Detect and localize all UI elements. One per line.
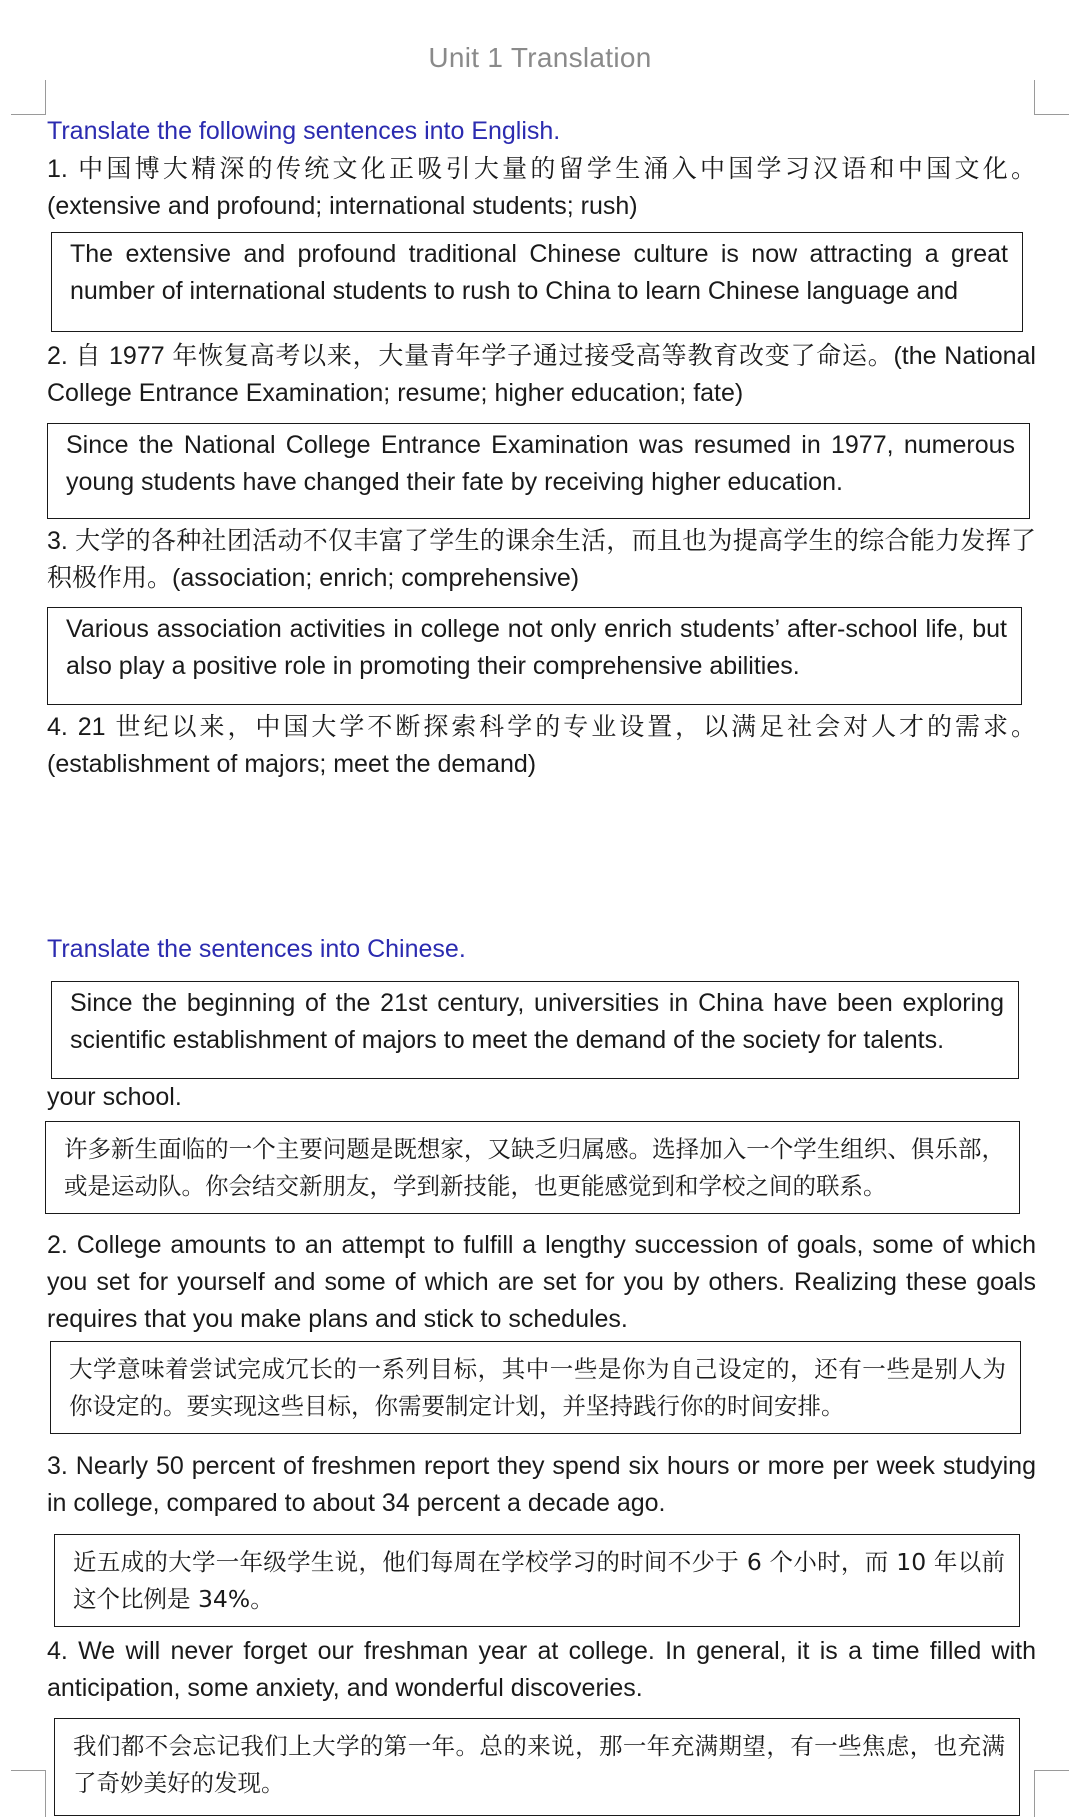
answer-text-zh-2: 大学意味着尝试完成冗长的一系列目标，其中一些是你为自己设定的，还有一些是别人为你设定的。要实现这些目标，你需要制定计划，并坚持践行你的时间安排。 [69,1355,1006,1420]
answer-box-4 [51,981,1019,1079]
section-heading-english: Translate the following sentences into English. [47,117,561,145]
answer-box-zh-2 [50,1341,1021,1434]
question-4: 4. 21 世纪以来，中国大学不断探索科学的专业设置，以满足社会对人才的需求。(establishment of majors; meet the demand) [47,713,1036,778]
question-1: 1. 中国博大精深的传统文化正吸引大量的留学生涌入中国学习汉语和中国文化。(extensive and profound; international students; rush) [47,155,1036,220]
question-3: 3. 大学的各种社团活动不仅丰富了学生的课余生活，而且也为提高学生的综合能力发挥了积极作用。(association; enrich; comprehensive) [47,527,1036,592]
margin-corner-mark [1034,80,1069,115]
margin-corner-mark [1034,1770,1069,1817]
question-tail-1: your school. [47,1083,182,1111]
margin-corner-mark [11,80,46,115]
question-2: 2. 自 1977 年恢复高考以来，大量青年学子通过接受高等教育改变了命运。(the National College Entrance Examination; resume; higher education; fate) [47,342,1036,407]
answer-box-1 [51,232,1023,332]
question-en-2: 2. College amounts to an attempt to fulfill a lengthy succession of goals, some of which you set for yourself and some of which are set for you by others. Realizing these goals requires that you make plans and stick to schedules. [47,1231,1036,1333]
margin-corner-mark [11,1770,46,1817]
answer-text-zh-4: 我们都不会忘记我们上大学的第一年。总的来说，那一年充满期望，有一些焦虑，也充满了奇妙美好的发现。 [73,1732,1005,1797]
question-en-4: 4. We will never forget our freshman year at college. In general, it is a time filled with anticipation, some anxiety, and wonderful discoveries. [47,1637,1036,1702]
answer-text-zh-3: 近五成的大学一年级学生说，他们每周在学校学习的时间不少于 6 个小时，而 10 年以前这个比例是 34%。 [73,1548,1005,1613]
answer-text-zh-1: 许多新生面临的一个主要问题是既想家，又缺乏归属感。选择加入一个学生组织、俱乐部，或是运动队。你会结交新朋友，学到新技能，也更能感觉到和学校之间的联系。 [64,1135,1005,1200]
answer-box-zh-3 [54,1534,1020,1627]
page-title: Unit 1 Translation [428,42,652,73]
answer-box-zh-1 [45,1121,1020,1214]
answer-text-2: Since the National College Entrance Examination was resumed in 1977, numerous young students have changed their fate by receiving higher education. [66,431,1015,496]
answer-box-2 [47,423,1030,519]
answer-text-1: The extensive and profound traditional Chinese culture is now attracting a great number of international students to rush to China to learn Chinese language and [70,240,1008,305]
question-en-3: 3. Nearly 50 percent of freshmen report they spend six hours or more per week studying in college, compared to about 34 percent a decade ago. [47,1452,1036,1517]
answer-box-3 [47,607,1022,705]
answer-text-3: Various association activities in college not only enrich students’ after-school life, but also play a positive role in promoting their comprehensive abilities. [66,615,1007,680]
section-heading-chinese: Translate the sentences into Chinese. [47,935,466,963]
answer-box-zh-4 [54,1718,1020,1816]
answer-text-4: Since the beginning of the 21st century, universities in China have been exploring scientific establishment of majors to meet the demand of the society for talents. [70,989,1004,1054]
